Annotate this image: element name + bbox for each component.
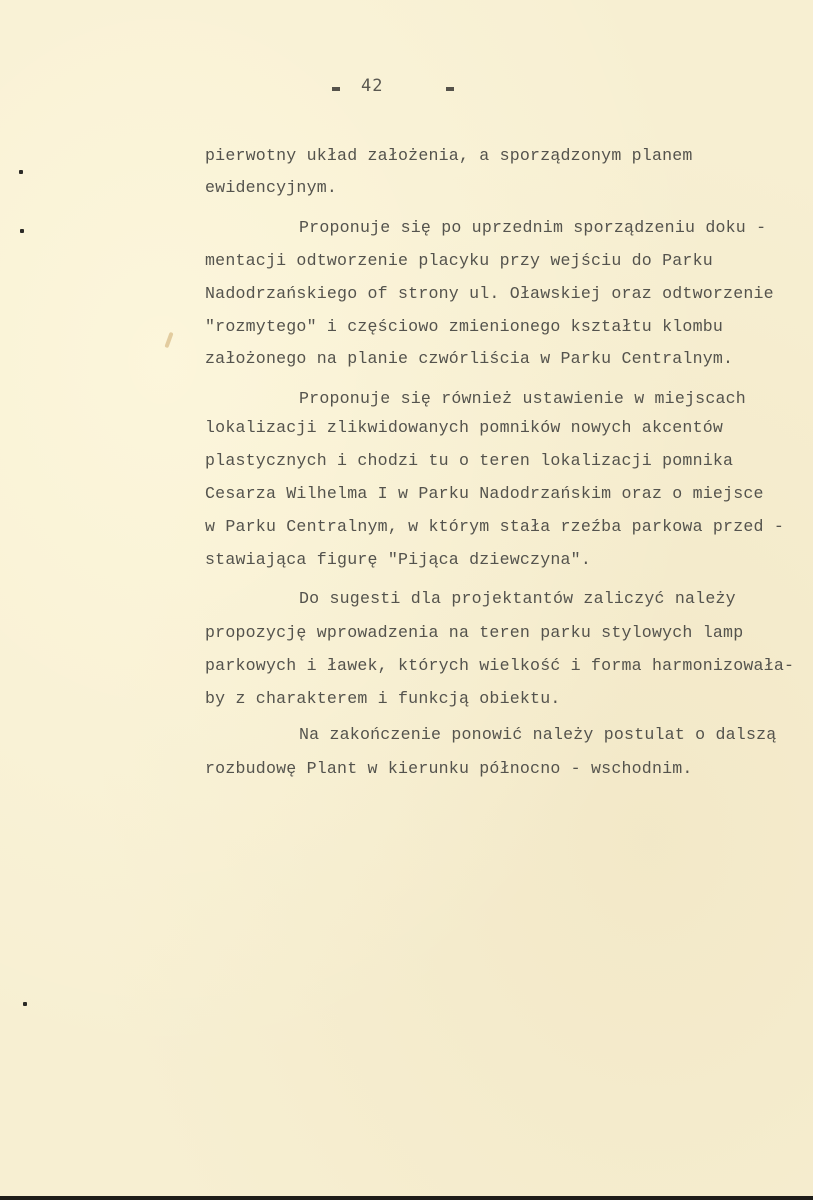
page-number-dash-right — [446, 87, 454, 91]
text-line: ewidencyjnym. — [205, 178, 338, 197]
page-number: 42 — [361, 76, 384, 96]
scan-bottom-edge — [0, 1196, 813, 1200]
text-line: mentacji odtworzenie placyku przy wejściu do Parku — [205, 251, 713, 270]
text-line: plastycznych i chodzi tu o teren lokalizacji pomnika — [205, 451, 734, 470]
text-line: rozbudowę Plant w kierunku północno - wschodnim. — [205, 759, 693, 778]
paragraph-start-line: Proponuje się po uprzednim sporządzeniu doku - — [299, 218, 767, 237]
text-line: "rozmytego" i częściowo zmienionego kształtu klombu — [205, 317, 724, 336]
paper-speck — [20, 229, 24, 233]
paper-speck — [19, 170, 23, 174]
page-number-header — [0, 76, 813, 100]
paragraph-start-line: Na zakończenie ponowić należy postulat o dalszą — [299, 725, 777, 744]
text-line: Cesarza Wilhelma I w Parku Nadodrzańskim oraz o miejsce — [205, 484, 764, 503]
text-line: propozycję wprowadzenia na teren parku stylowych lamp — [205, 623, 744, 642]
text-line: by z charakterem i funkcją obiektu. — [205, 689, 561, 708]
text-line: stawiająca figurę "Pijąca dziewczyna". — [205, 550, 591, 569]
paragraph-start-line: Do sugesti dla projektantów zaliczyć należy — [299, 589, 736, 608]
page-number-dash-left — [332, 87, 340, 91]
text-line: pierwotny układ założenia, a sporządzonym planem — [205, 146, 693, 165]
text-line: Nadodrzańskiego of strony ul. Oławskiej oraz odtworzenie — [205, 284, 774, 303]
text-line: założonego na planie czwórliścia w Parku Centralnym. — [205, 349, 734, 368]
paragraph-start-line: Proponuje się również ustawienie w miejscach — [299, 389, 746, 408]
text-line: w Parku Centralnym, w którym stała rzeźba parkowa przed - — [205, 517, 784, 536]
paper-stain — [164, 332, 173, 348]
text-line: parkowych i ławek, których wielkość i forma harmonizowała- — [205, 656, 795, 675]
text-line: lokalizacji zlikwidowanych pomników nowych akcentów — [205, 418, 724, 437]
paper-speck — [23, 1002, 27, 1006]
